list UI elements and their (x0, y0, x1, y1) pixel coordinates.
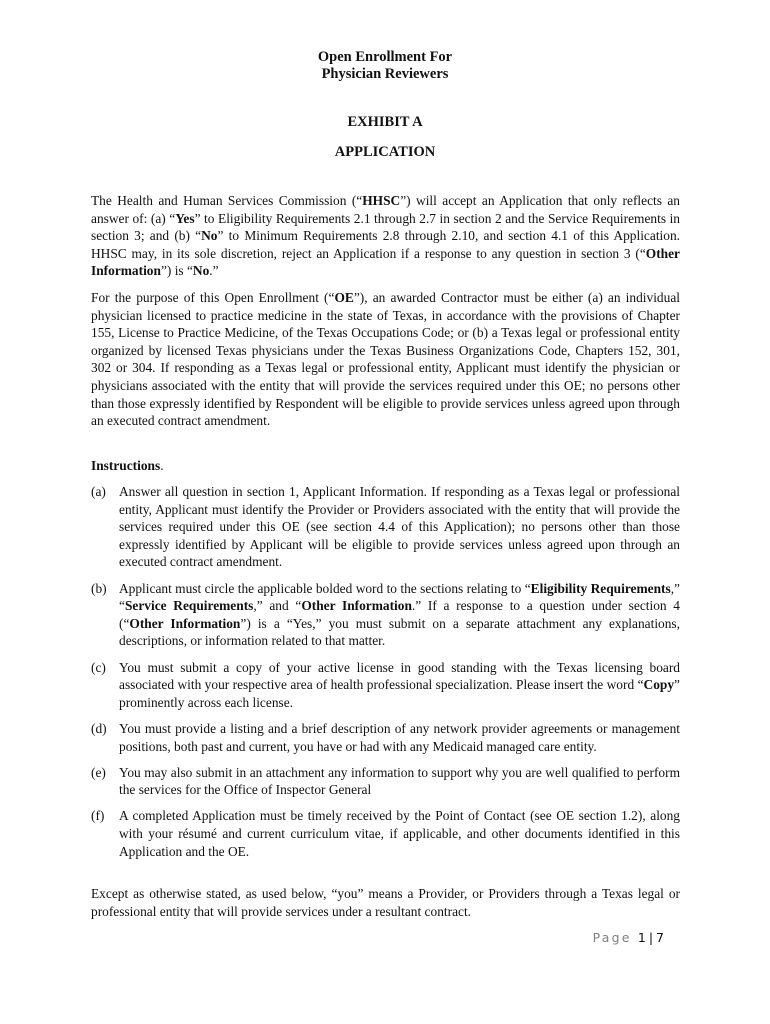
instruction-item-b (91, 580, 680, 650)
closing-paragraph: Except as otherwise stated, as used below, “you” means a Provider, or Providers through a Texas legal or professional entity that will provide services under a resultant contract. (91, 886, 680, 919)
doc-title-line2: Physician Reviewers (321, 66, 449, 82)
item-marker: (b) (91, 580, 107, 596)
instruction-item-d (91, 720, 680, 755)
instructions-list (91, 483, 680, 869)
page-footer (593, 930, 664, 945)
instruction-item-a (91, 483, 680, 571)
page-word: Page (592, 930, 632, 945)
item-marker: (e) (91, 764, 106, 780)
instruction-item-f (91, 807, 680, 860)
item-text: Applicant must circle the applicable bolded word to the sections relating to “Eligibility Requirements,” “Service Requirements,” and “Other Information.” If a response to a question under section 4 (“Other Information”) is a “Yes,” you must submit on a separate attachment any explanations, descriptions, or information related to that matter. (119, 580, 680, 649)
item-marker: (c) (91, 659, 106, 675)
oe-purpose-paragraph: For the purpose of this Open Enrollment (“OE”), an awarded Contractor must be either (a) an individual physician licensed to practice medicine in the state of Texas, in accordance with the provisions of Chapter 155, License to Practice Medicine, of the Texas Occupations Code; or (b) a Texas legal or professional entity organized by licensed Texas physicians under the Texas Business Organizations Code, Chapters 152, 301, 302 or 304. If responding as a Texas legal or professional entity, Applicant must identify the physician or physicians associated with the entity that will provide the services required under this OE; no persons other than those expressly identified by Respondent will be eligible to provide services unless agreed upon through an executed contract amendment. (91, 290, 680, 429)
item-text: You must provide a listing and a brief description of any network provider agreements or management positions, both past and current, you have or had with any Medicaid managed care entity. (119, 720, 680, 754)
instruction-item-e (91, 764, 680, 799)
item-text: A completed Application must be timely received by the Point of Contact (see OE section 1.2), along with your résumé and current curriculum vitae, if applicable, and other documents identified in this Application and the OE. (119, 808, 680, 859)
item-text: Answer all question in section 1, Applicant Information. If responding as a Texas legal or professional entity, Applicant must identify the Provider or Providers associated with the entity that will provide the services required under this OE (see section 4.4 of this Application); no persons other than those expressly identified by Applicant will be eligible to provide services unless agreed upon through an executed contract amendment. (119, 484, 680, 570)
instructions-heading: Instructions. (91, 458, 164, 473)
item-marker: (f) (91, 808, 105, 824)
item-marker: (d) (91, 720, 107, 736)
page-number: 1 (637, 930, 646, 945)
exhibit-heading: EXHIBIT A (347, 114, 423, 130)
item-marker: (a) (91, 484, 106, 499)
instruction-item-c (91, 659, 680, 712)
page-separator: | (648, 930, 654, 945)
item-text: You must submit a copy of your active license in good standing with the Texas licensing board associated with your respective area of health professional specialization. Please insert the word “Copy” prominently across each license. (119, 659, 680, 710)
doc-title-line1: Open Enrollment For (317, 49, 453, 65)
page-total: 7 (656, 930, 664, 945)
item-text: You may also submit in an attachment any information to support why you are well qualified to perform the services for the Office of Inspector General (119, 764, 680, 798)
application-heading: APPLICATION (334, 144, 436, 160)
intro-paragraph: The Health and Human Services Commission (“HHSC”) will accept an Application that only reflects an answer of: (a) “Yes” to Eligibility Requirements 2.1 through 2.7 in section 2 and the Service Requirements in section 3; and (b) “No” to Minimum Requirements 2.8 through 2.10, and section 4.1 of this Application. HHSC may, in its sole discretion, reject an Application if a response to any question in section 3 (“Other Information”) is “No.” (91, 193, 680, 279)
